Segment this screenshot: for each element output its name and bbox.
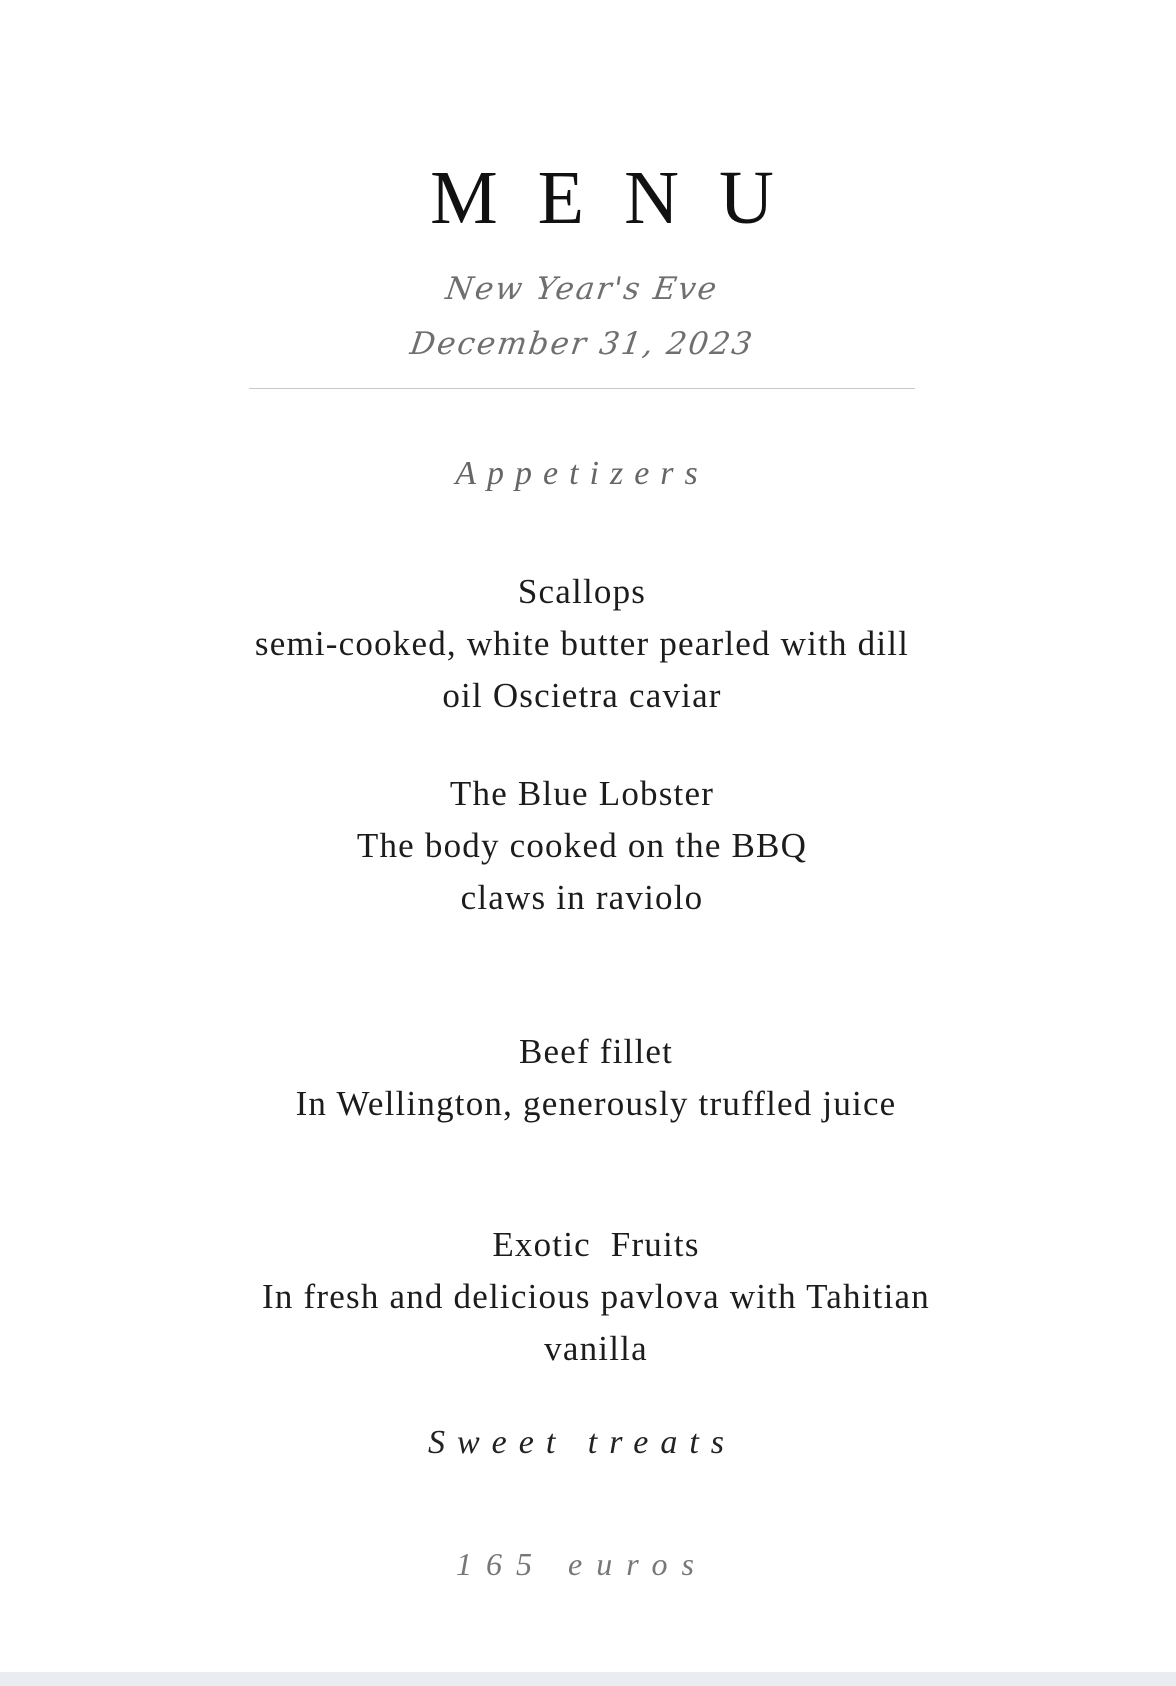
section-heading-appetizers: Appetizers — [455, 455, 709, 492]
dish-name: Beef fillet — [518, 1032, 674, 1071]
menu-price: 165 euros — [456, 1546, 708, 1582]
occasion-subtitle: New Year's Eve — [443, 271, 721, 307]
page-edge — [0, 0, 1176, 1]
dish-description-line: The body cooked on the BBQ — [356, 826, 808, 865]
dish-description-line: In Wellington, generously truffled juice — [295, 1084, 897, 1123]
dish-description-line: claws in raviolo — [460, 878, 704, 917]
dish-name: Scallops — [517, 572, 647, 611]
dish-description-line: In fresh and delicious pavlova with Tahitian — [262, 1277, 930, 1316]
dish-beef-fillet — [14, 1026, 1176, 1130]
dish-name: Exotic Fruits — [492, 1225, 700, 1264]
section-heading-sweet-treats: Sweet treats — [428, 1424, 736, 1461]
dish-description-line: semi-cooked, white butter pearled with dill — [254, 624, 910, 663]
dish-exotic-fruits — [14, 1219, 1176, 1375]
dish-name: The Blue Lobster — [449, 774, 715, 813]
dish-description-line: oil Oscietra caviar — [442, 676, 722, 715]
event-date: December 31, 2023 — [407, 326, 757, 362]
dish-blue-lobster — [0, 768, 1164, 924]
dish-description-line: vanilla — [544, 1329, 648, 1368]
header-divider — [249, 388, 915, 389]
menu-title: MENU — [430, 156, 814, 240]
dish-scallops — [0, 566, 1164, 722]
